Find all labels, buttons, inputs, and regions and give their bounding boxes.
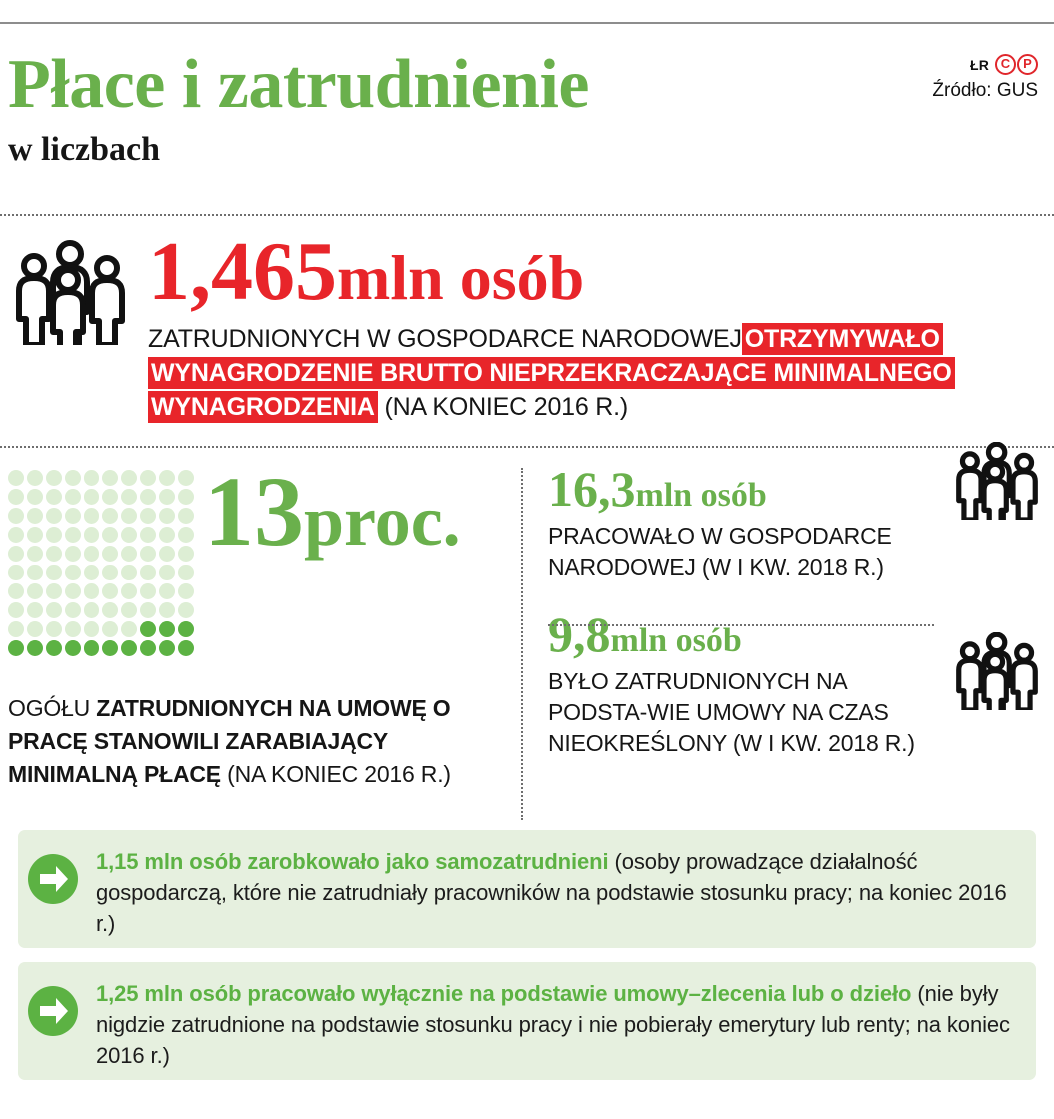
waffle-cell — [102, 489, 118, 505]
waffle-cell — [27, 546, 43, 562]
waffle-cell — [8, 470, 24, 486]
waffle-cell — [65, 508, 81, 524]
waffle-cell — [8, 565, 24, 581]
waffle-cell — [8, 621, 24, 637]
waffle-cell — [8, 508, 24, 524]
waffle-cell — [102, 583, 118, 599]
arrow-right-circle-icon — [26, 984, 80, 1038]
waffle-cell — [84, 508, 100, 524]
people-group-icon — [8, 240, 133, 345]
callout-1-bold: 1,15 mln osób zarobkowało jako samozatrudnieni — [96, 849, 609, 874]
waffle-cell — [121, 546, 137, 562]
waffle-cell — [102, 602, 118, 618]
waffle-cell — [46, 546, 62, 562]
waffle-cell — [27, 470, 43, 486]
separator-after-main-stat — [0, 446, 1054, 448]
waffle-cell — [46, 470, 62, 486]
waffle-cell — [121, 508, 137, 524]
waffle-cell — [65, 470, 81, 486]
phonogram-p-icon: P — [1017, 54, 1038, 75]
waffle-cell — [178, 583, 194, 599]
pct-number: 13 — [204, 456, 304, 567]
waffle-cell — [65, 527, 81, 543]
waffle-cell — [65, 489, 81, 505]
stat-9-8-number: 9,8 — [548, 606, 611, 662]
stat-9-8-unit: mln osób — [610, 622, 742, 659]
people-group-icon — [948, 632, 1046, 710]
waffle-cell — [140, 546, 156, 562]
waffle-cell — [178, 470, 194, 486]
waffle-cell — [159, 508, 175, 524]
right-stats-column — [548, 460, 938, 759]
arrow-right-circle-icon — [26, 852, 80, 906]
waffle-cell — [140, 470, 156, 486]
callout-1-rest: (osoby prowadzące działalność gospodarczą, które nie zatrudniały pracowników na podstawie stosunku pracy; na koniec 2016 r.) — [96, 849, 1007, 936]
page-subtitle: w liczbach — [8, 131, 161, 168]
waffle-cell — [178, 640, 194, 656]
waffle-cell — [140, 602, 156, 618]
waffle-cell — [65, 546, 81, 562]
pct-caption-tail: (NA KONIEC 2016 R.) — [220, 761, 451, 787]
callout-2-rest: (nie były nigdzie zatrudnione na podstawie stosunku pracy i nie pobierały emerytury lub renty; na koniec 2016 r.) — [96, 981, 1010, 1068]
waffle-cell — [178, 565, 194, 581]
stat-9-8-caption: BYŁO ZATRUDNIONYCH NA PODSTA-WIE UMOWY NA CZAS NIEOKREŚLONY (W I KW. 2018 R.) — [548, 668, 915, 756]
copyright-c-icon: C — [995, 54, 1016, 75]
stat-9-8 — [548, 605, 938, 759]
waffle-cell — [102, 527, 118, 543]
stat-main-section — [0, 225, 1054, 430]
waffle-cell — [65, 565, 81, 581]
waffle-cell — [102, 621, 118, 637]
pct-caption-bold: ZATRUDNIONYCH NA UMOWĘ O PRACĘ STANOWILI ZARABIAJĄCY MINIMALNĄ PŁACĘ — [8, 695, 451, 787]
waffle-cell — [84, 489, 100, 505]
pct-unit: proc. — [304, 481, 461, 561]
waffle-cell — [121, 583, 137, 599]
stat-main-unit: mln osób — [337, 242, 585, 313]
header — [8, 46, 1046, 196]
waffle-cell — [46, 527, 62, 543]
people-group-icon — [948, 442, 1046, 520]
stat-main-number: 1,465 — [148, 225, 337, 318]
waffle-cell — [178, 527, 194, 543]
waffle-cell — [178, 602, 194, 618]
stat-16-3-number: 16,3 — [548, 461, 636, 517]
waffle-cell — [84, 565, 100, 581]
separator-right-stats — [548, 624, 934, 626]
waffle-cell — [159, 527, 175, 543]
waffle-cell — [159, 583, 175, 599]
credit-block — [932, 54, 1038, 102]
waffle-cell — [121, 489, 137, 505]
stat-main-description — [148, 322, 1046, 424]
waffle-cell — [27, 621, 43, 637]
callout-2-text — [96, 978, 1016, 1071]
waffle-cell — [84, 583, 100, 599]
waffle-cell — [121, 565, 137, 581]
waffle-cell — [159, 565, 175, 581]
stat-9-8-headline — [548, 605, 938, 663]
waffle-cell — [121, 621, 137, 637]
waffle-cell — [65, 640, 81, 656]
waffle-cell — [46, 640, 62, 656]
waffle-cell — [27, 527, 43, 543]
waffle-cell — [102, 546, 118, 562]
waffle-cell — [140, 489, 156, 505]
waffle-cell — [102, 508, 118, 524]
page-title: Płace i zatrudnienie — [8, 46, 590, 123]
waffle-cell — [84, 470, 100, 486]
waffle-cell — [84, 527, 100, 543]
waffle-cell — [121, 527, 137, 543]
waffle-cell — [159, 470, 175, 486]
waffle-cell — [140, 640, 156, 656]
waffle-cell — [27, 565, 43, 581]
stat-16-3-caption: PRACOWAŁO W GOSPODARCE NARODOWEJ (W I KW. 2018 R.) — [548, 523, 892, 580]
waffle-cell — [8, 546, 24, 562]
waffle-cell — [8, 583, 24, 599]
waffle-cell — [46, 621, 62, 637]
waffle-cell — [159, 640, 175, 656]
waffle-cell — [27, 602, 43, 618]
waffle-cell — [27, 640, 43, 656]
source-label: Źródło: GUS — [932, 80, 1038, 101]
waffle-cell — [159, 489, 175, 505]
stat-main-highlight: OTRZYMYWAŁO WYNAGRODZENIE BRUTTO NIEPRZEKRACZAJĄCE MINIMALNEGO WYNAGRODZENIA — [148, 323, 955, 423]
waffle-cell — [65, 602, 81, 618]
column-divider — [521, 468, 523, 820]
stat-main-text-2: (NA KONIEC 2016 R.) — [384, 393, 629, 421]
waffle-cell — [27, 508, 43, 524]
waffle-cell — [27, 489, 43, 505]
waffle-cell — [102, 565, 118, 581]
stats-columns-section — [0, 456, 1054, 820]
waffle-cell — [84, 621, 100, 637]
waffle-cell — [159, 546, 175, 562]
waffle-chart-13-percent — [8, 470, 194, 656]
cp-logo — [995, 54, 1038, 75]
waffle-cell — [178, 546, 194, 562]
waffle-cell — [121, 470, 137, 486]
waffle-cell — [102, 640, 118, 656]
waffle-cell — [46, 508, 62, 524]
callout-civil-contracts — [18, 962, 1036, 1080]
pct-caption — [8, 692, 513, 791]
waffle-cell — [84, 640, 100, 656]
separator-after-header — [0, 214, 1054, 216]
stat-16-3 — [548, 460, 938, 583]
waffle-cell — [84, 602, 100, 618]
waffle-cell — [65, 621, 81, 637]
waffle-cell — [8, 527, 24, 543]
waffle-cell — [140, 583, 156, 599]
callout-1-text — [96, 846, 1016, 939]
waffle-cell — [140, 565, 156, 581]
stat-main-text-1: ZATRUDNIONYCH W GOSPODARCE NARODOWEJ — [148, 325, 742, 353]
waffle-cell — [140, 508, 156, 524]
waffle-cell — [65, 583, 81, 599]
stat-16-3-headline — [548, 460, 938, 518]
stat-main-body — [148, 225, 1046, 424]
waffle-cell — [159, 602, 175, 618]
pct-headline — [204, 456, 461, 567]
waffle-cell — [121, 602, 137, 618]
waffle-cell — [140, 621, 156, 637]
waffle-cell — [178, 489, 194, 505]
author-initials: ŁR — [969, 56, 989, 73]
waffle-cell — [27, 583, 43, 599]
waffle-cell — [46, 565, 62, 581]
waffle-cell — [121, 640, 137, 656]
waffle-cell — [46, 489, 62, 505]
waffle-cell — [140, 527, 156, 543]
waffle-cell — [46, 583, 62, 599]
waffle-cell — [8, 602, 24, 618]
stat-main-headline — [148, 225, 1046, 320]
waffle-cell — [84, 546, 100, 562]
waffle-cell — [8, 489, 24, 505]
stat-16-3-unit: mln osób — [635, 477, 767, 514]
waffle-cell — [178, 508, 194, 524]
waffle-cell — [102, 470, 118, 486]
callout-2-bold: 1,25 mln osób pracowało wyłącznie na podstawie umowy–zlecenia lub o dzieło — [96, 981, 912, 1006]
callout-self-employed — [18, 830, 1036, 948]
waffle-cell — [8, 640, 24, 656]
waffle-cell — [159, 621, 175, 637]
pct-caption-lead: OGÓŁU — [8, 695, 97, 721]
waffle-cell — [46, 602, 62, 618]
top-rule — [0, 22, 1054, 24]
waffle-cell — [178, 621, 194, 637]
